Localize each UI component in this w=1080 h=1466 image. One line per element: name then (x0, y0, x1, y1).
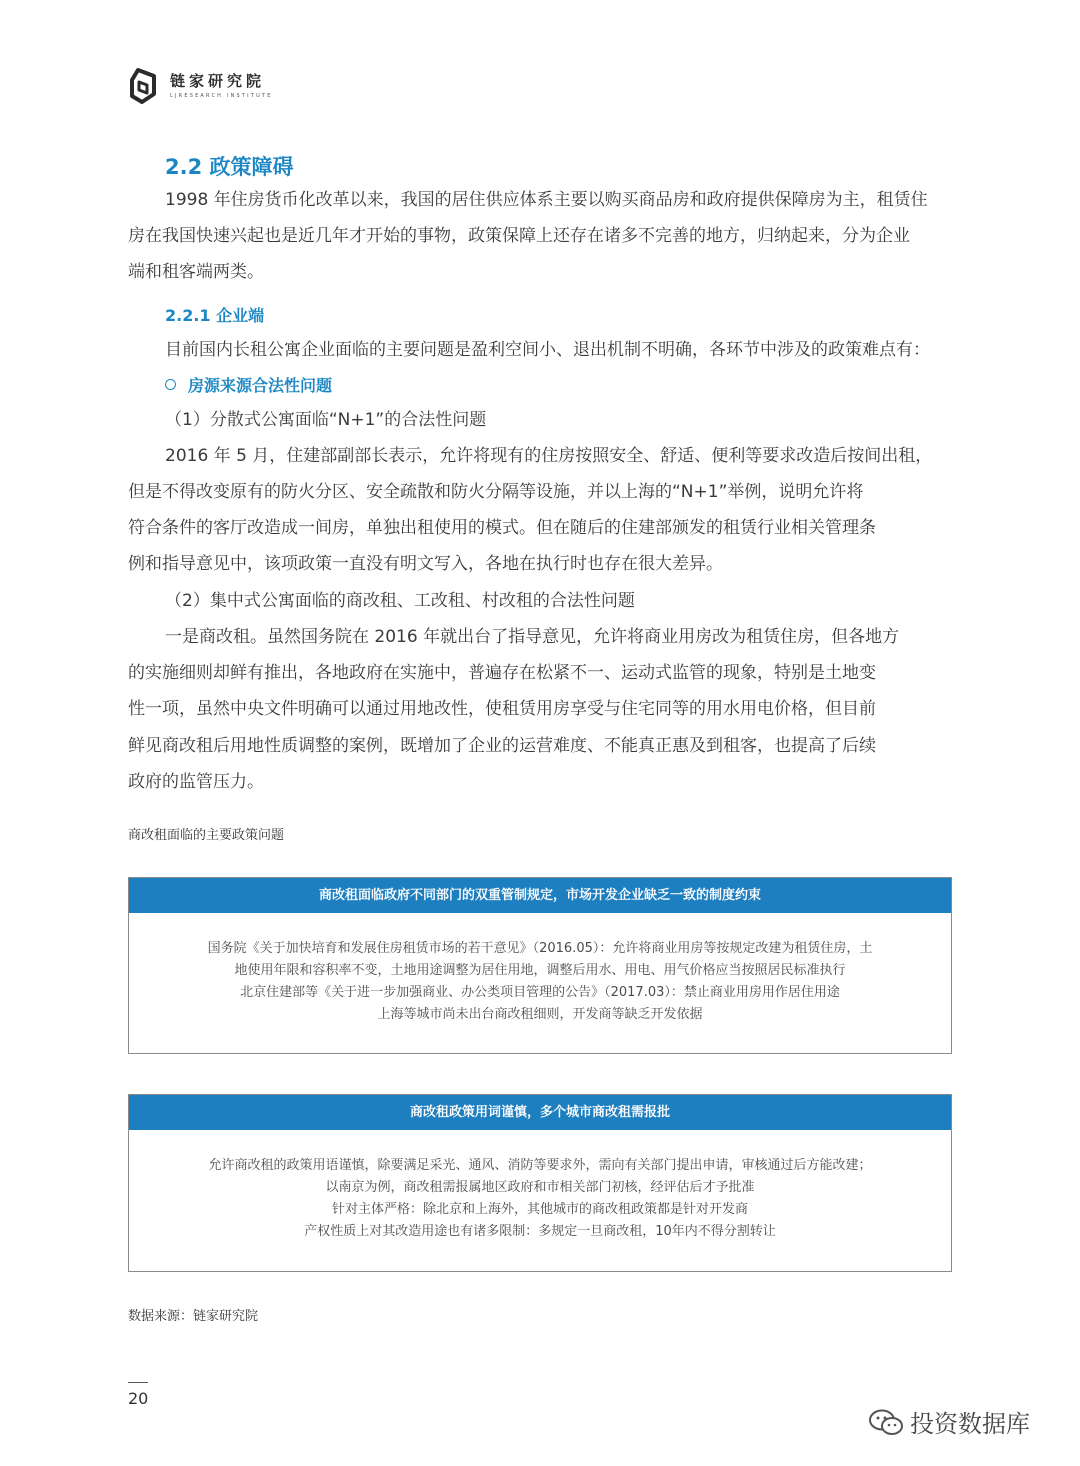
page-number-rule (128, 1382, 148, 1383)
section-title: 2.2 政策障碍 (165, 155, 294, 179)
data-source: 数据来源：链家研究院 (128, 1309, 259, 1324)
policy-box-line: 上海等城市尚未出台商改租细则，开发商等缺乏开发依据 (377, 1007, 703, 1022)
watermark-text: 投资数据库 (910, 1410, 1030, 1438)
paragraph-line: 符合条件的客厅改造成一间房，单独出租使用的模式。但在随后的住建部颁发的租赁行业相关管理条 (128, 518, 876, 538)
policy-box-line: 产权性质上对其改造用途也有诸多限制：多规定一旦商改租，10年内不得分割转让 (304, 1224, 776, 1239)
paragraph-line: 一是商改租。虽然国务院在 2016 年就出台了指导意见，允许将商业用房改为租赁住房，但各地方 (165, 627, 900, 647)
logo-subtitle: LJRESEARCH INSTITUTE (170, 93, 273, 99)
paragraph-line: 例和指导意见中，该项政策一直没有明文写入，各地在执行时也存在很大差异。 (128, 554, 723, 574)
paragraph-line: 2016 年 5 月，住建部副部长表示，允许将现有的住房按照安全、舒适、便利等要求改造后按间出租， (165, 446, 933, 466)
item-title: （2）集中式公寓面临的商改租、工改租、村改租的合法性问题 (165, 591, 635, 611)
page-number: 20 (128, 1389, 149, 1408)
logo-name: 链家研究院 (170, 72, 266, 90)
policy-box-line: 地使用年限和容积率不变，土地用途调整为居住用地，调整后用水、用电、用气价格应当按照居民标准执行 (234, 963, 846, 978)
wechat-icon (868, 1408, 904, 1436)
paragraph-line: 鲜见商改租后用地性质调整的案例，既增加了企业的运营难度、不能真正惠及到租客，也提高了后续 (128, 736, 876, 756)
paragraph-line: 但是不得改变原有的防火分区、安全疏散和防火分隔等设施，并以上海的“N+1”举例，说明允许将 (128, 482, 864, 502)
figure-caption: 商改租面临的主要政策问题 (128, 828, 285, 843)
bullet-heading: 房源来源合法性问题 (165, 373, 332, 396)
policy-box-header: 商改租面临政府不同部门的双重管制规定，市场开发企业缺乏一致的制度约束 (129, 878, 951, 913)
policy-box (128, 877, 952, 1054)
subsection-title: 2.2.1 企业端 (165, 306, 265, 325)
paragraph-line: 性一项，虽然中央文件明确可以通过用地改性，使租赁用房享受与住宅同等的用水用电价格，但目前 (128, 699, 876, 719)
paragraph-line: 房在我国快速兴起也是近几年才开始的事物，政策保障上还存在诸多不完善的地方，归纳起来，分为企业 (128, 226, 910, 246)
paragraph-line: 1998 年住房货币化改革以来，我国的居住供应体系主要以购买商品房和政府提供保障房为主，租赁住 (165, 190, 928, 210)
paragraph-line: 政府的监管压力。 (128, 772, 264, 792)
policy-box-line: 以南京为例，商改租需报属地区政府和市相关部门初核，经评估后才予批准 (325, 1180, 755, 1195)
policy-box (128, 1094, 952, 1272)
policy-box-line: 允许商改租的政策用语谨慎，除要满足采光、通风、消防等要求外，需向有关部门提出申请，审核通过后方能改建； (208, 1158, 872, 1173)
item-title: （1）分散式公寓面临“N+1”的合法性问题 (165, 410, 487, 430)
circle-bullet-icon (165, 379, 176, 390)
watermark (868, 1404, 1030, 1439)
paragraph-line: 的实施细则却鲜有推出，各地政府在实施中，普遍存在松紧不一、运动式监管的现象，特别是土地变 (128, 663, 876, 683)
policy-box-line: 北京住建部等《关于进一步加强商业、办公类项目管理的公告》（2017.03）：禁止商业用房用作居住用途 (240, 985, 840, 1000)
header-logo (128, 66, 273, 106)
policy-box-header: 商改租政策用词谨慎，多个城市商改租需报批 (129, 1095, 951, 1130)
policy-box-line: 国务院《关于加快培育和发展住房租赁市场的若干意见》（2016.05）：允许将商业用房等按规定改建为租赁住房，土 (207, 941, 873, 956)
paragraph-line: 目前国内长租公寓企业面临的主要问题是盈利空间小、退出机制不明确，各环节中涉及的政策难点有： (165, 340, 930, 360)
paragraph-line: 端和租客端两类。 (128, 262, 264, 282)
lianjia-logo-icon (128, 66, 162, 106)
policy-box-line: 针对主体严格：除北京和上海外，其他城市的商改租政策都是针对开发商 (331, 1202, 748, 1217)
